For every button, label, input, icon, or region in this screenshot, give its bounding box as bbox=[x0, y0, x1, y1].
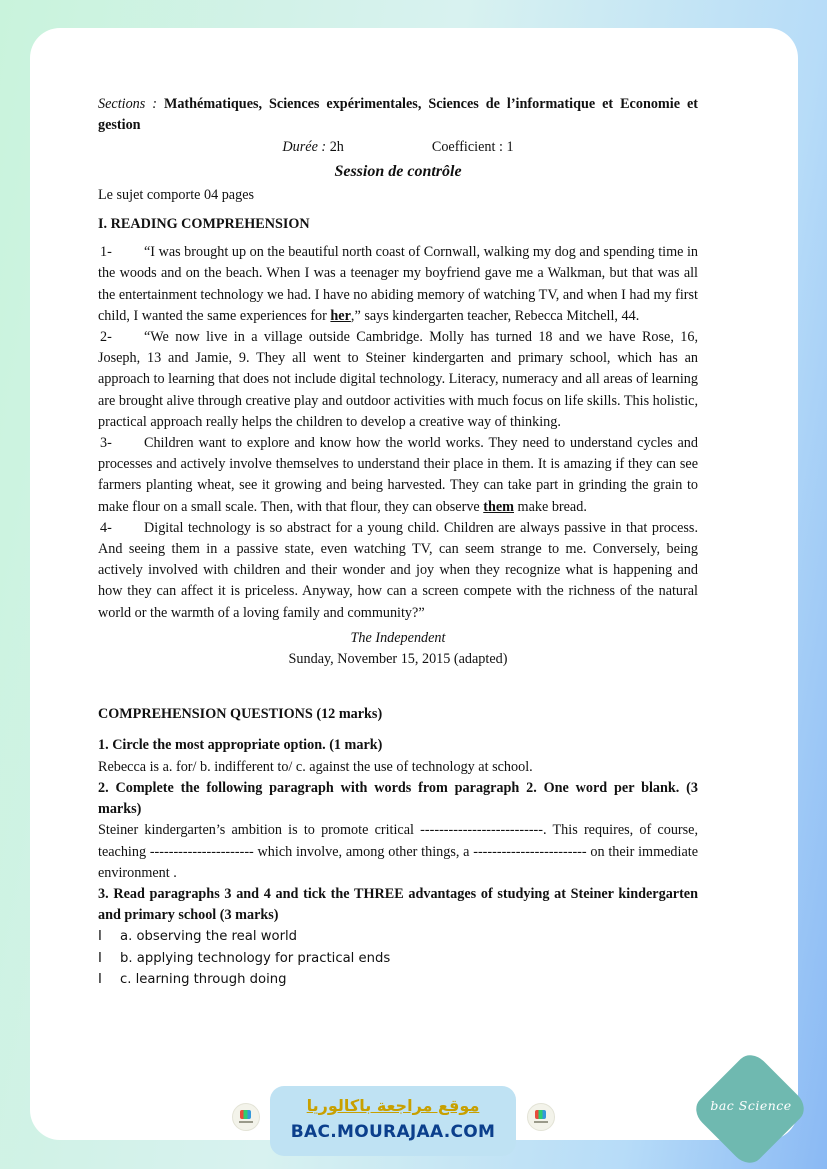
session-title: Session de contrôle bbox=[334, 162, 462, 180]
paragraph-number: 4- bbox=[100, 519, 112, 536]
comprehension-questions-title: COMPREHENSION QUESTIONS (12 marks) bbox=[98, 706, 383, 723]
duree-line bbox=[98, 137, 698, 158]
paragraph-number: 3- bbox=[100, 435, 112, 452]
paragraph-text: Digital technology is so abstract for a young child. Children are always passive in that process. And seeing them in a passive state, even watching TV, can seem strange to me. Conversely, being actively involved with children and their wonder and joy when they recognize what is happening and how they can affect it is priceless. Anyway, how can a screen compete with the richness of the natural world or the warmth of a loving family and community?” bbox=[98, 519, 698, 621]
tick-option-b[interactable] bbox=[98, 948, 698, 969]
exam-content bbox=[98, 94, 698, 990]
question-1-text: Rebecca is a. for/ b. indifferent to/ c. against the use of technology at school. bbox=[98, 758, 533, 775]
site-url-link[interactable]: BAC.MOURAJAA.COM bbox=[290, 1122, 496, 1142]
paragraph-number: 2- bbox=[100, 329, 112, 346]
checkbox-icon[interactable]: I bbox=[98, 971, 102, 987]
reading-heading: I. READING COMPREHENSION bbox=[98, 216, 310, 233]
paragraph-text-end: make bread. bbox=[514, 498, 587, 515]
question-1-title: 1. Circle the most appropriate option. (1 mark) bbox=[98, 737, 383, 754]
sections-line bbox=[98, 94, 698, 136]
sections-label: Sections : bbox=[98, 96, 157, 112]
tick-option-c[interactable] bbox=[98, 969, 698, 990]
paragraph-1 bbox=[98, 242, 698, 327]
coefficient: Coefficient : 1 bbox=[431, 139, 514, 156]
duree-label: Durée : bbox=[282, 139, 327, 156]
question-2-text: Steiner kindergarten’s ambition is to promote critical --------------------------. This requires, of course, teaching ---------------------- which involve, among other things, a ------------------------ on their immediate environment . bbox=[98, 822, 698, 881]
paragraph-2 bbox=[98, 327, 698, 433]
reference-word-them: them bbox=[483, 498, 514, 515]
reference-word-her: her bbox=[330, 307, 351, 324]
pages-note: Le sujet comporte 04 pages bbox=[98, 186, 255, 203]
question-3-title: 3. Read paragraphs 3 and 4 and tick the THREE advantages of studying at Steiner kindergarten and primary school (3 marks) bbox=[98, 885, 698, 924]
checkbox-icon[interactable]: I bbox=[98, 929, 102, 945]
site-logo-right-icon bbox=[527, 1103, 555, 1131]
tick-option-a[interactable] bbox=[98, 926, 698, 947]
source-date: Sunday, November 15, 2015 (adapted) bbox=[288, 651, 508, 668]
paragraph-text-end: ,” says kindergarten teacher, Rebecca Mitchell, 44. bbox=[350, 307, 640, 324]
site-arabic-name[interactable]: موقع مراجعة باكالوريا bbox=[306, 1096, 480, 1115]
option-a-label: a. observing the real world bbox=[120, 929, 298, 945]
source-name: The Independent bbox=[350, 629, 446, 646]
sections-value: Mathématiques, Sciences expérimentales, Sciences de l’informatique et Economie et gestion bbox=[98, 96, 698, 134]
paragraph-number: 1- bbox=[100, 244, 112, 261]
paragraph-3 bbox=[98, 433, 698, 518]
bac-science-badge-text: bac Science bbox=[710, 1098, 792, 1113]
duree-value: 2h bbox=[329, 139, 344, 156]
checkbox-icon[interactable]: I bbox=[98, 950, 102, 966]
paragraph-text: Children want to explore and know how the world works. They need to understand cycles and processes and actively involve themselves to understand their place in them. It is amazing if they can see farmers planting wheat, see it growing and being harvested. They can take part in grinding the grain to make flour on a small scale. Then, with that flour, they can observe bbox=[98, 435, 698, 515]
question-2-title: 2. Complete the following paragraph with words from paragraph 2. One word per blank. (3 marks) bbox=[98, 779, 698, 818]
option-c-label: c. learning through doing bbox=[120, 971, 287, 987]
paragraph-text: “I was brought up on the beautiful north coast of Cornwall, walking my dog and spending time in the woods and on the beach. When I was a teenager my boyfriend gave me a Walkman, but that was all the entertainment technology we had. I have no abiding memory of watching TV, and when I had my first child, I wanted the same experiences for bbox=[98, 244, 698, 324]
option-b-label: b. applying technology for practical ends bbox=[120, 950, 391, 966]
paragraph-text: “We now live in a village outside Cambridge. Molly has turned 18 and we have Rose, 16, Joseph, 13 and Jamie, 9. They all went to Steiner kindergarten and primary school, which has an approach to learning that does not include digital technology. Literacy, numeracy and all areas of learning are brought alive through creative play and outdoor activities with much focus on life skills. This holistic, practical approach really helps the children to develop a creative way of thinking. bbox=[98, 329, 698, 430]
site-logo-left-icon bbox=[232, 1103, 260, 1131]
site-banner[interactable] bbox=[270, 1086, 516, 1156]
paragraph-4 bbox=[98, 518, 698, 624]
